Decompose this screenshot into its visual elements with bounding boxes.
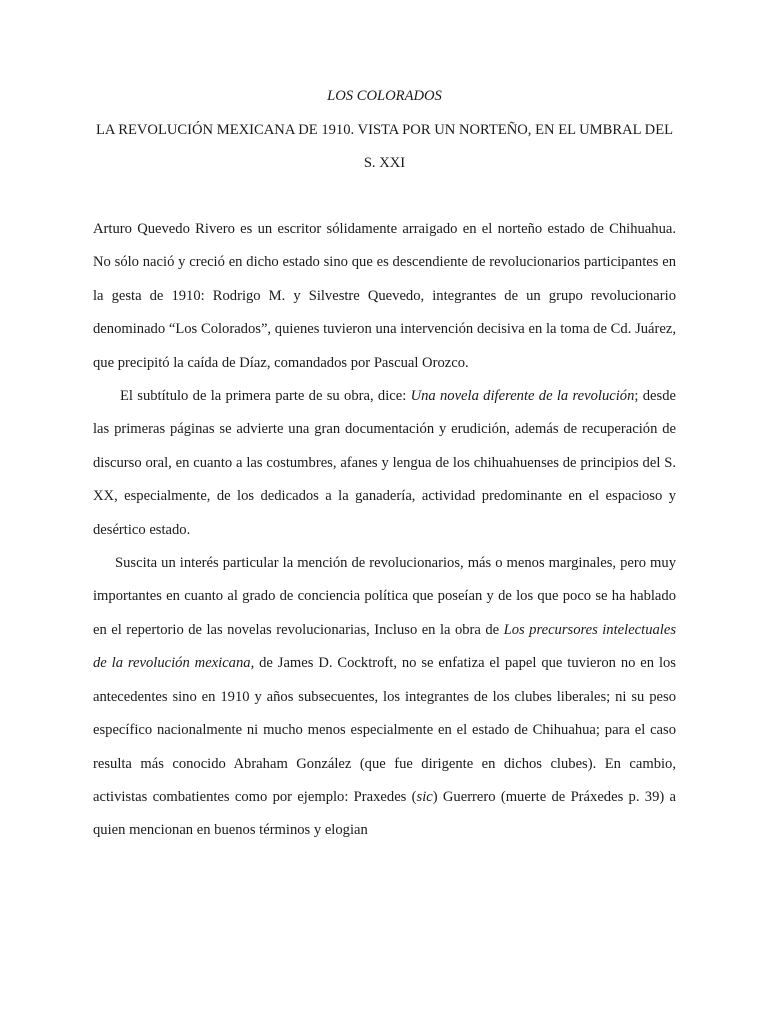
paragraph-3: [93, 547, 676, 848]
document-subtitle: LA REVOLUCIÓN MEXICANA DE 1910. VISTA POR UN NORTEÑO, EN EL UMBRAL DEL S. XXI: [95, 122, 674, 172]
paragraph-2-text-a: El subtítulo de la primera parte de su obra, dice:: [120, 388, 411, 405]
paragraph-3-text-c: ) Guerrero (muerte de Práxedes p. 39) a quien mencionan en buenos términos y elogian: [93, 788, 676, 839]
paragraph-3-text-a: Suscita un interés particular la mención de revolucionarios, más o menos marginales, pero muy importantes en cuanto al grado de conciencia política que poseían y de los que poco se ha hablado en el repertorio de las novelas revolucionarias, Incluso en la obra de: [93, 555, 676, 638]
paragraph-2-text-b: ; desde las primeras páginas se advierte una gran documentación y erudición, además de recuperación de discurso oral, en cuanto a las costumbres, afanes y lengua de los chihuahuenses de principios del S. XX, especialmente, de los dedicados a la ganadería, actividad predominante en el espacioso y desértico estado.: [93, 388, 676, 538]
paragraph-2-italic: Una novela diferente de la revolución: [410, 388, 635, 405]
document-page: [93, 0, 676, 1024]
document-body: [93, 213, 676, 848]
paragraph-3-italic-book-title: Los precursores intelectuales de la revolución mexicana,: [93, 621, 677, 672]
paragraph-2: [93, 380, 676, 547]
paragraph-1: Arturo Quevedo Rivero es un escritor sólidamente arraigado en el norteño estado de Chihuahua. No sólo nació y creció en dicho estado sino que es descendiente de revolucionarios participantes en la gesta de 1910: Rodrigo M. y Silvestre Quevedo, integrantes de un grupo revolucionario denominado “Los Colorados”, quienes tuvieron una intervención decisiva en la toma de Cd. Juárez, que precipitó la caída de Díaz, comandados por Pascual Orozco.: [93, 221, 676, 371]
paragraph-3-italic-sic: sic: [416, 788, 433, 805]
document-title: LOS COLORADOS: [327, 88, 442, 104]
paragraph-3-text-b: de James D. Cocktroft, no se enfatiza el papel que tuvieron no en los antecedentes sino en 1910 y años subsecuentes, los integrantes de los clubes liberales; ni su peso específico nacionalmente ni mucho menos especialmente en el estado de Chihuahua; para el caso resulta más conocido Abraham González (que fue dirigente en dichos clubes). En cambio, activistas combatientes como por ejemplo: Praxedes (: [93, 655, 676, 805]
